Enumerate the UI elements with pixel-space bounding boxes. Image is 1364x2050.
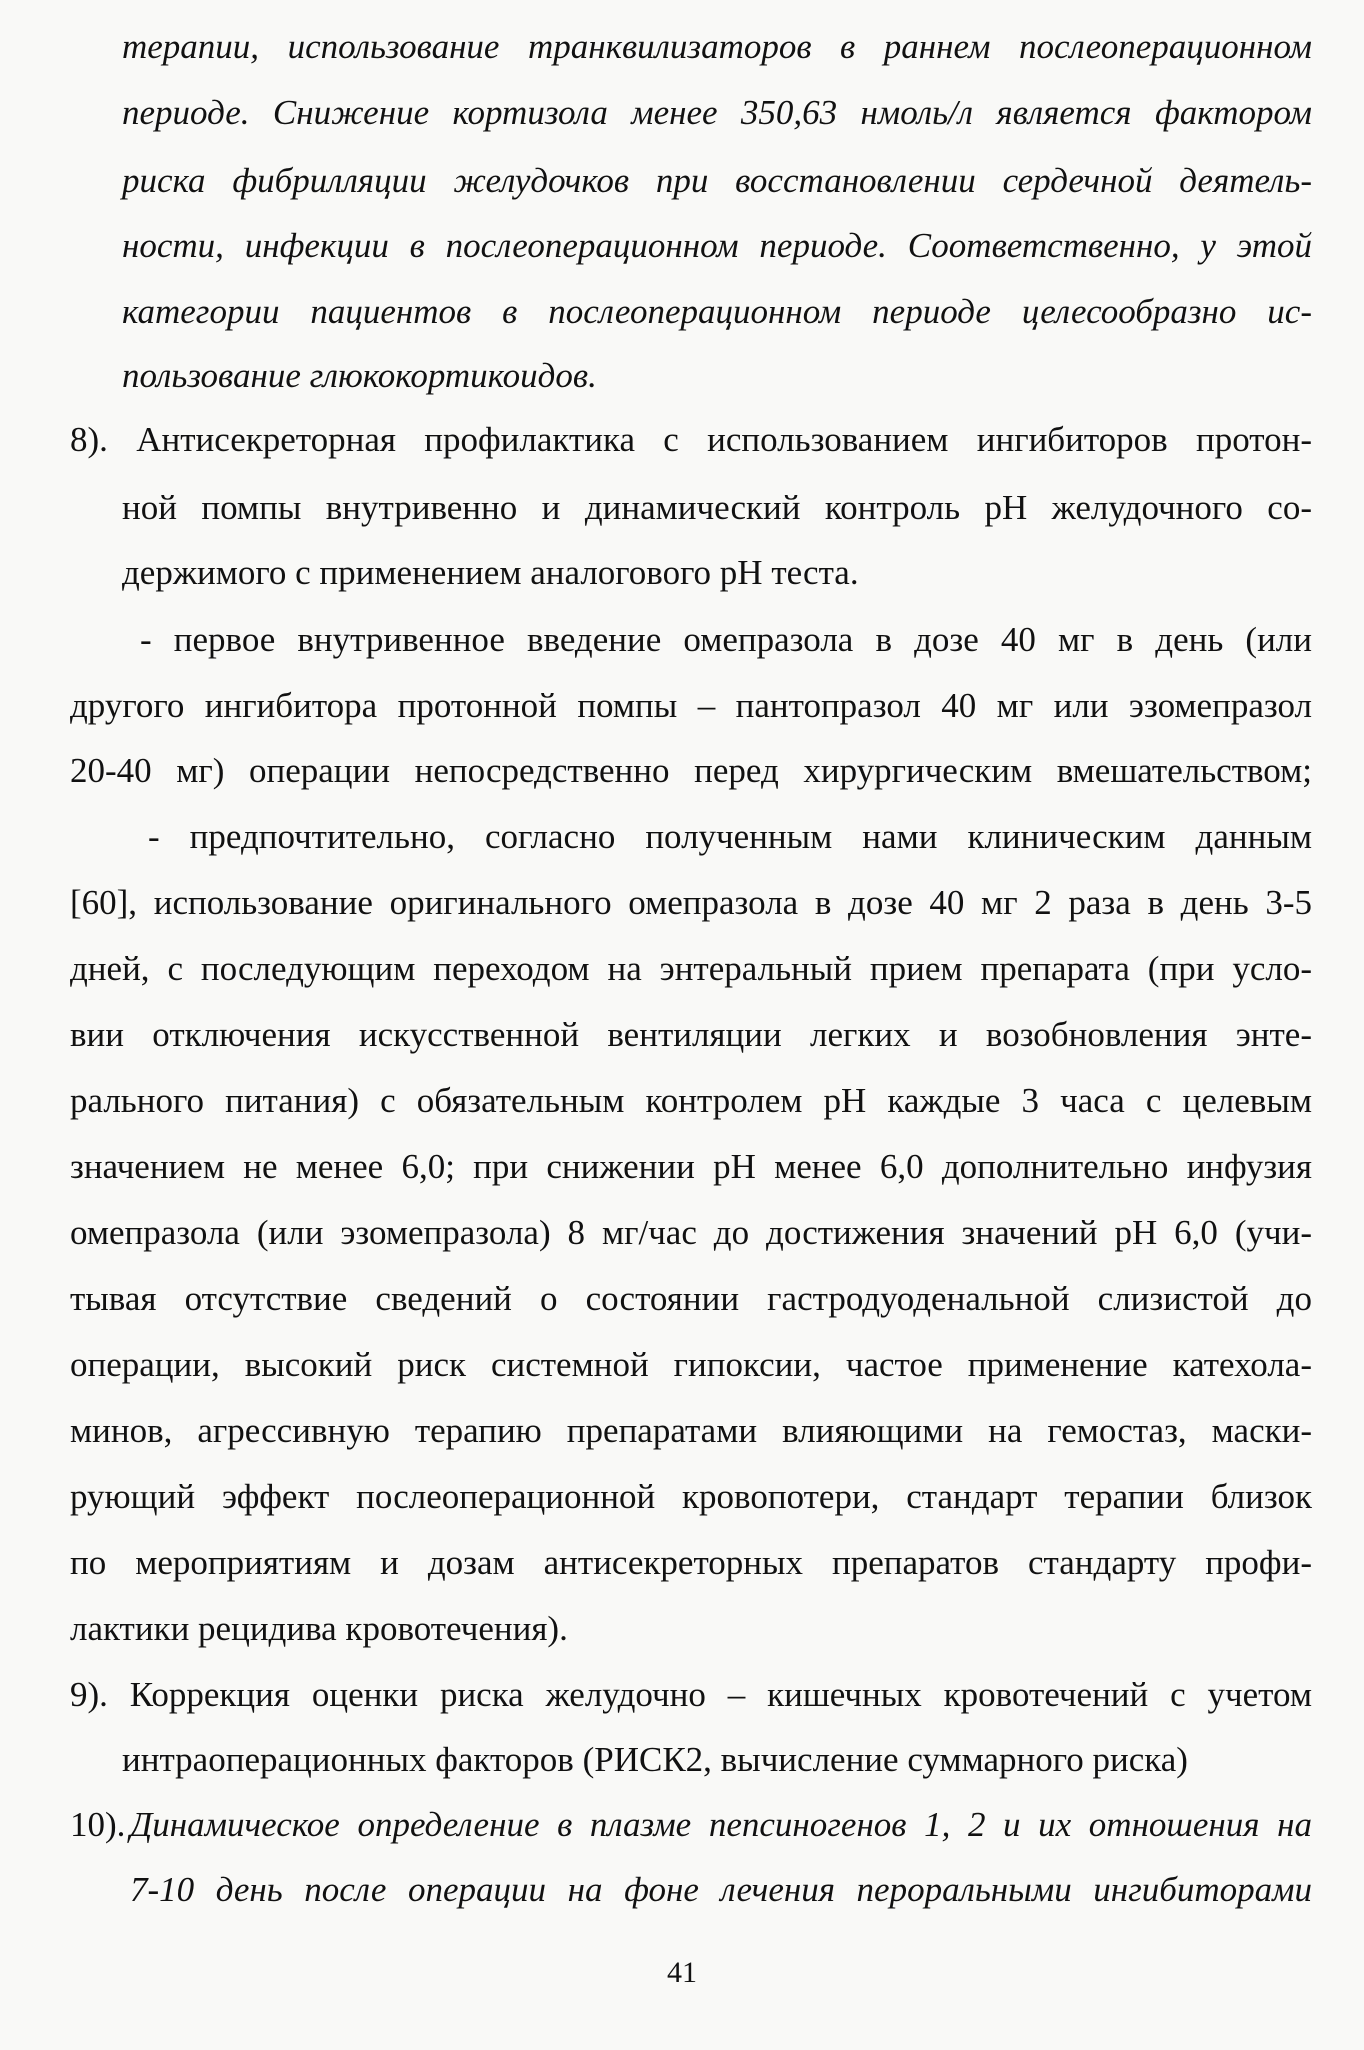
text-line: риска фибрилляции желудочков при восстановлении сердечной деятель- (122, 161, 1312, 200)
text-line: держимого с применением аналогового pH теста. (122, 553, 859, 592)
text-line: вии отключения искусственной вентиляции легких и возобновления энте- (70, 1015, 1312, 1054)
list-item-10-number: 10). (70, 1805, 126, 1844)
list-item-8: 8). Антисекреторная профилактика с использованием ингибиторов протон- (70, 420, 1312, 459)
page-number: 41 (667, 1956, 697, 1989)
text-line: дней, с последующим переходом на энтеральный прием препарата (при усло- (70, 949, 1312, 988)
list-item-9: 9). Коррекция оценки риска желудочно – кишечных кровотечений с учетом (70, 1675, 1312, 1714)
text-line: по мероприятиям и дозам антисекреторных препаратов стандарту профи- (70, 1543, 1312, 1582)
text-line: 20-40 мг) операции непосредственно перед хирургическим вмешательством; (70, 751, 1312, 790)
text-line: омепразола (или эзомепразола) 8 мг/час до достижения значений pH 6,0 (учи- (70, 1213, 1312, 1252)
text-line: пользование глюкокортикоидов. (122, 356, 597, 395)
text-line: ности, инфекции в послеоперационном периоде. Соответственно, у этой (122, 226, 1312, 265)
text-line: интраоперационных факторов (РИСК2, вычисление суммарного риска) (122, 1740, 1188, 1779)
text-line: другого ингибитора протонной помпы – пантопразол 40 мг или эзомепразол (70, 686, 1312, 725)
text-line: периоде. Снижение кортизола менее 350,63 нмоль/л является фактором (122, 93, 1312, 132)
text-line: операции, высокий риск системной гипоксии, частое применение катехола- (70, 1345, 1312, 1384)
text-line: рального питания) с обязательным контролем pH каждые 3 часа с целевым (70, 1081, 1312, 1120)
text-line: категории пациентов в послеоперационном периоде целесообразно ис- (122, 292, 1312, 331)
text-line: [60], использование оригинального омепразола в дозе 40 мг 2 раза в день 3-5 (70, 883, 1312, 922)
list-item-10-text: Динамическое определение в плазме пепсиногенов 1, 2 и их отношения на (130, 1805, 1312, 1844)
text-line: 7-10 день после операции на фоне лечения пероральными ингибиторами (130, 1870, 1312, 1909)
text-line: значением не менее 6,0; при снижении pH менее 6,0 дополнительно инфузия (70, 1147, 1312, 1186)
text-line: - предпочтительно, согласно полученным нами клиническим данным (148, 817, 1312, 856)
text-line: - первое внутривенное введение омепразола в дозе 40 мг в день (или (140, 620, 1312, 659)
text-line: рующий эффект послеоперационной кровопотери, стандарт терапии близок (70, 1477, 1312, 1516)
text-line: минов, агрессивную терапию препаратами влияющими на гемостаз, маски- (70, 1411, 1312, 1450)
text-line: лактики рецидива кровотечения). (70, 1609, 568, 1648)
text-line: терапии, использование транквилизаторов в раннем послеоперационном (122, 27, 1312, 66)
text-line: ной помпы внутривенно и динамический контроль pH желудочного со- (122, 488, 1312, 527)
text-line: тывая отсутствие сведений о состоянии гастродуоденальной слизистой до (70, 1279, 1312, 1318)
